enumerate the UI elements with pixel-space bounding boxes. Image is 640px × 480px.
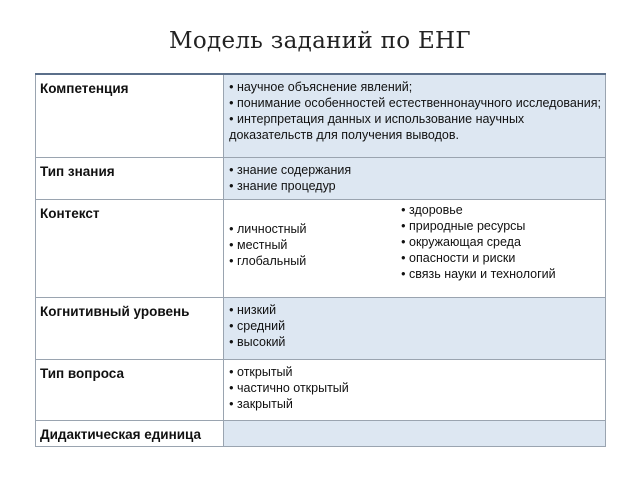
row-label-knowledge-type: Тип знания	[36, 157, 224, 199]
list-item: • интерпретация данных и использование научных доказательств для получения выводов.	[229, 111, 601, 143]
row-label-question-type: Тип вопроса	[36, 359, 224, 420]
list-item: • здоровье	[401, 202, 601, 218]
row-label-competence: Компетенция	[36, 74, 224, 157]
list-item: • знание содержания	[229, 162, 601, 178]
list-item: • связь науки и технологий	[401, 266, 601, 282]
table-row-context	[36, 199, 606, 297]
row-label-context: Контекст	[36, 199, 224, 297]
row-content-question-type	[224, 359, 606, 420]
table-row-competence	[36, 74, 606, 157]
page-title: Модель заданий по ЕНГ	[169, 28, 471, 54]
list-item: • местный	[229, 237, 401, 253]
list-item: • глобальный	[229, 253, 401, 269]
list-item: • научное объяснение явлений;	[229, 79, 601, 95]
row-content-competence	[224, 74, 606, 157]
list-item: • средний	[229, 318, 601, 334]
row-label-cognitive-level: Когнитивный уровень	[36, 297, 224, 359]
task-model-table	[35, 73, 606, 447]
table-row-cognitive-level	[36, 297, 606, 359]
row-content-context	[224, 199, 606, 297]
table-row-knowledge-type	[36, 157, 606, 199]
table-row-question-type	[36, 359, 606, 420]
row-label-didactic-unit: Дидактическая единица	[36, 420, 224, 446]
table-row-didactic-unit	[36, 420, 606, 446]
list-item: • природные ресурсы	[401, 218, 601, 234]
row-content-cognitive-level	[224, 297, 606, 359]
context-right-column	[401, 202, 601, 282]
list-item: • знание процедур	[229, 178, 601, 194]
list-item: • открытый	[229, 364, 601, 380]
list-item: • понимание особенностей естественнонаучного исследования;	[229, 95, 601, 111]
list-item: • личностный	[229, 221, 401, 237]
context-left-column	[229, 204, 401, 282]
list-item: • окружающая среда	[401, 234, 601, 250]
list-item: • опасности и риски	[401, 250, 601, 266]
list-item: • высокий	[229, 334, 601, 350]
list-item: • закрытый	[229, 396, 601, 412]
row-content-knowledge-type	[224, 157, 606, 199]
list-item: • низкий	[229, 302, 601, 318]
list-item: • частично открытый	[229, 380, 601, 396]
row-content-didactic-unit	[224, 420, 606, 446]
